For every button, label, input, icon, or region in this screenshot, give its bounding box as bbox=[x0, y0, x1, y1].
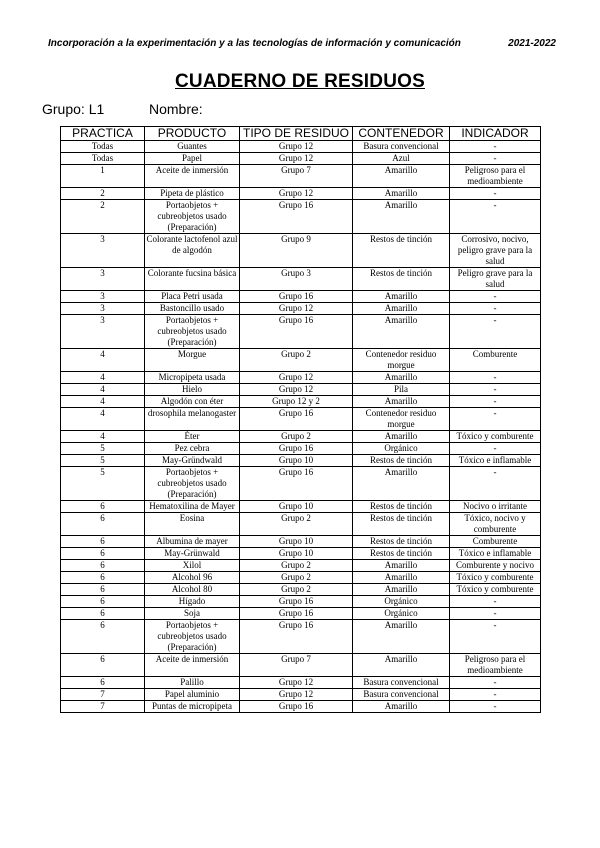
table-row bbox=[61, 396, 541, 408]
table-row bbox=[61, 677, 541, 689]
cell-indicador: Corrosivo, nocivo, peligro grave para la salud bbox=[450, 234, 541, 268]
cell-tipo-residuo: Grupo 7 bbox=[240, 654, 353, 677]
cell-indicador: Comburente y nocivo bbox=[450, 560, 541, 572]
cell-producto: Éter bbox=[145, 431, 240, 443]
cell-practica: 4 bbox=[61, 408, 145, 431]
table-row bbox=[61, 268, 541, 291]
cell-tipo-residuo: Grupo 10 bbox=[240, 536, 353, 548]
cell-tipo-residuo: Grupo 2 bbox=[240, 513, 353, 536]
cell-practica: 4 bbox=[61, 384, 145, 396]
cell-producto: Albumina de mayer bbox=[145, 536, 240, 548]
table-row bbox=[61, 620, 541, 654]
cell-contenedor: Amarillo bbox=[353, 431, 450, 443]
cell-producto: Hielo bbox=[145, 384, 240, 396]
cell-tipo-residuo: Grupo 16 bbox=[240, 608, 353, 620]
cell-producto: Pipeta de plástico bbox=[145, 188, 240, 200]
cell-contenedor: Amarillo bbox=[353, 654, 450, 677]
cell-producto: Puntas de micropipeta bbox=[145, 701, 240, 713]
cell-tipo-residuo: Grupo 2 bbox=[240, 572, 353, 584]
cell-indicador: - bbox=[450, 315, 541, 349]
cell-contenedor: Basura convencional bbox=[353, 677, 450, 689]
cell-tipo-residuo: Grupo 16 bbox=[240, 620, 353, 654]
cell-practica: 4 bbox=[61, 431, 145, 443]
table-row bbox=[61, 188, 541, 200]
cell-indicador: - bbox=[450, 467, 541, 501]
cell-producto: Hematoxilina de Mayer bbox=[145, 501, 240, 513]
cell-contenedor: Pila bbox=[353, 384, 450, 396]
cell-indicador: - bbox=[450, 396, 541, 408]
cell-contenedor: Amarillo bbox=[353, 584, 450, 596]
course-title: Incorporación a la experimentación y a las tecnologías de información y comunicación bbox=[48, 38, 461, 49]
cell-producto: May-Gründwald bbox=[145, 455, 240, 467]
cell-producto: Portaobjetos + cubreobjetos usado (Preparación) bbox=[145, 467, 240, 501]
cell-contenedor: Amarillo bbox=[353, 291, 450, 303]
cell-practica: 4 bbox=[61, 349, 145, 372]
cell-indicador: - bbox=[450, 141, 541, 153]
cell-indicador: - bbox=[450, 443, 541, 455]
cell-practica: 7 bbox=[61, 689, 145, 701]
cell-indicador: Tóxico, nocivo y comburente bbox=[450, 513, 541, 536]
cell-contenedor: Restos de tinción bbox=[353, 234, 450, 268]
table-row bbox=[61, 431, 541, 443]
cell-producto: Micropipeta usada bbox=[145, 372, 240, 384]
cell-practica: 6 bbox=[61, 536, 145, 548]
cell-tipo-residuo: Grupo 2 bbox=[240, 560, 353, 572]
cell-practica: 3 bbox=[61, 315, 145, 349]
cell-producto: Placa Petri usada bbox=[145, 291, 240, 303]
table-header-row bbox=[61, 127, 541, 141]
cell-indicador: Peligroso para el medioambiente bbox=[450, 165, 541, 188]
cell-tipo-residuo: Grupo 16 bbox=[240, 200, 353, 234]
cell-producto: May-Grünwald bbox=[145, 548, 240, 560]
cell-contenedor: Orgánico bbox=[353, 443, 450, 455]
cell-contenedor: Azul bbox=[353, 153, 450, 165]
table-row bbox=[61, 153, 541, 165]
cell-practica: 5 bbox=[61, 467, 145, 501]
cell-producto: Colorante lactofenol azul de algodón bbox=[145, 234, 240, 268]
cell-tipo-residuo: Grupo 12 bbox=[240, 188, 353, 200]
table-row bbox=[61, 536, 541, 548]
cell-indicador: - bbox=[450, 372, 541, 384]
cell-indicador: - bbox=[450, 303, 541, 315]
cell-producto: Aceite de inmersión bbox=[145, 654, 240, 677]
cell-contenedor: Orgánico bbox=[353, 608, 450, 620]
table-row bbox=[61, 372, 541, 384]
cell-practica: 3 bbox=[61, 268, 145, 291]
table-row bbox=[61, 548, 541, 560]
cell-producto: Palillo bbox=[145, 677, 240, 689]
cell-indicador: - bbox=[450, 608, 541, 620]
column-header-practica: PRACTICA bbox=[61, 127, 145, 141]
cell-indicador: Tóxico y comburente bbox=[450, 572, 541, 584]
cell-practica: 3 bbox=[61, 234, 145, 268]
cell-contenedor: Amarillo bbox=[353, 165, 450, 188]
table-row bbox=[61, 584, 541, 596]
cell-producto: Soja bbox=[145, 608, 240, 620]
cell-indicador: Comburente bbox=[450, 536, 541, 548]
cell-producto: Papel bbox=[145, 153, 240, 165]
cell-producto: Hígado bbox=[145, 596, 240, 608]
cell-practica: 5 bbox=[61, 455, 145, 467]
cell-tipo-residuo: Grupo 2 bbox=[240, 431, 353, 443]
table-row bbox=[61, 572, 541, 584]
cell-contenedor: Amarillo bbox=[353, 396, 450, 408]
cell-contenedor: Contenedor residuo morgue bbox=[353, 408, 450, 431]
cell-indicador: Tóxico y comburente bbox=[450, 584, 541, 596]
cell-contenedor: Restos de tinción bbox=[353, 455, 450, 467]
cell-indicador: - bbox=[450, 200, 541, 234]
cell-tipo-residuo: Grupo 16 bbox=[240, 701, 353, 713]
cell-producto: Morgue bbox=[145, 349, 240, 372]
cell-practica: 6 bbox=[61, 608, 145, 620]
cell-tipo-residuo: Grupo 12 bbox=[240, 141, 353, 153]
cell-contenedor: Basura convencional bbox=[353, 141, 450, 153]
cell-indicador: Peligroso para el medioambiente bbox=[450, 654, 541, 677]
cell-indicador: Comburente bbox=[450, 349, 541, 372]
column-header-tipo-residuo: TIPO DE RESIDUO bbox=[240, 127, 353, 141]
table-row bbox=[61, 443, 541, 455]
cell-practica: 7 bbox=[61, 701, 145, 713]
table-row bbox=[61, 501, 541, 513]
cell-tipo-residuo: Grupo 2 bbox=[240, 584, 353, 596]
cell-producto: Papel aluminio bbox=[145, 689, 240, 701]
cell-practica: 6 bbox=[61, 584, 145, 596]
cell-tipo-residuo: Grupo 9 bbox=[240, 234, 353, 268]
table-row bbox=[61, 141, 541, 153]
cell-producto: Alcohol 80 bbox=[145, 584, 240, 596]
cell-tipo-residuo: Grupo 12 bbox=[240, 689, 353, 701]
cell-tipo-residuo: Grupo 16 bbox=[240, 408, 353, 431]
cell-practica: 6 bbox=[61, 596, 145, 608]
cell-indicador: - bbox=[450, 291, 541, 303]
cell-practica: 6 bbox=[61, 548, 145, 560]
table-row bbox=[61, 165, 541, 188]
cell-contenedor: Amarillo bbox=[353, 560, 450, 572]
table-row bbox=[61, 455, 541, 467]
form-fields bbox=[42, 101, 203, 117]
cell-producto: Aceite de inmersión bbox=[145, 165, 240, 188]
cell-producto: Xilol bbox=[145, 560, 240, 572]
cell-indicador: - bbox=[450, 677, 541, 689]
cell-tipo-residuo: Grupo 12 bbox=[240, 372, 353, 384]
table-row bbox=[61, 654, 541, 677]
cell-contenedor: Orgánico bbox=[353, 596, 450, 608]
cell-practica: Todas bbox=[61, 141, 145, 153]
cell-tipo-residuo: Grupo 12 bbox=[240, 384, 353, 396]
cell-practica: 3 bbox=[61, 303, 145, 315]
cell-contenedor: Restos de tinción bbox=[353, 513, 450, 536]
cell-producto: Algodón con éter bbox=[145, 396, 240, 408]
cell-indicador: - bbox=[450, 384, 541, 396]
cell-tipo-residuo: Grupo 12 bbox=[240, 153, 353, 165]
cell-indicador: - bbox=[450, 188, 541, 200]
table-row bbox=[61, 408, 541, 431]
cell-indicador: Tóxico y comburente bbox=[450, 431, 541, 443]
cell-producto: Portaobjetos + cubreobjetos usado (Preparación) bbox=[145, 200, 240, 234]
cell-tipo-residuo: Grupo 16 bbox=[240, 467, 353, 501]
table-row bbox=[61, 234, 541, 268]
table-row bbox=[61, 384, 541, 396]
nombre-label: Nombre: bbox=[149, 101, 203, 117]
cell-contenedor: Amarillo bbox=[353, 572, 450, 584]
cell-tipo-residuo: Grupo 16 bbox=[240, 443, 353, 455]
cell-contenedor: Amarillo bbox=[353, 200, 450, 234]
cell-contenedor: Amarillo bbox=[353, 620, 450, 654]
cell-tipo-residuo: Grupo 12 bbox=[240, 303, 353, 315]
cell-practica: 5 bbox=[61, 443, 145, 455]
cell-indicador: Tóxico e inflamable bbox=[450, 548, 541, 560]
cell-practica: 6 bbox=[61, 654, 145, 677]
cell-indicador: - bbox=[450, 620, 541, 654]
cell-practica: Todas bbox=[61, 153, 145, 165]
cell-contenedor: Restos de tinción bbox=[353, 501, 450, 513]
table-row bbox=[61, 513, 541, 536]
cell-tipo-residuo: Grupo 7 bbox=[240, 165, 353, 188]
cell-tipo-residuo: Grupo 12 y 2 bbox=[240, 396, 353, 408]
cell-producto: Portaobjetos + cubreobjetos usado (Preparación) bbox=[145, 620, 240, 654]
waste-table bbox=[60, 126, 541, 713]
table-row bbox=[61, 560, 541, 572]
cell-practica: 6 bbox=[61, 513, 145, 536]
cell-producto: Colorante fucsina básica bbox=[145, 268, 240, 291]
cell-producto: Eosina bbox=[145, 513, 240, 536]
table-body bbox=[61, 141, 541, 713]
cell-contenedor: Amarillo bbox=[353, 467, 450, 501]
cell-indicador: Peligro grave para la salud bbox=[450, 268, 541, 291]
cell-tipo-residuo: Grupo 10 bbox=[240, 548, 353, 560]
cell-producto: Guantes bbox=[145, 141, 240, 153]
cell-producto: Bastoncillo usado bbox=[145, 303, 240, 315]
cell-tipo-residuo: Grupo 12 bbox=[240, 677, 353, 689]
cell-contenedor: Amarillo bbox=[353, 315, 450, 349]
cell-contenedor: Restos de tinción bbox=[353, 268, 450, 291]
cell-contenedor: Restos de tinción bbox=[353, 536, 450, 548]
cell-indicador: - bbox=[450, 153, 541, 165]
column-header-indicador: INDICADOR bbox=[450, 127, 541, 141]
cell-indicador: - bbox=[450, 701, 541, 713]
cell-tipo-residuo: Grupo 16 bbox=[240, 315, 353, 349]
cell-tipo-residuo: Grupo 2 bbox=[240, 349, 353, 372]
cell-tipo-residuo: Grupo 16 bbox=[240, 291, 353, 303]
table-row bbox=[61, 200, 541, 234]
table-row bbox=[61, 701, 541, 713]
cell-practica: 6 bbox=[61, 501, 145, 513]
table-row bbox=[61, 315, 541, 349]
cell-contenedor: Amarillo bbox=[353, 188, 450, 200]
cell-contenedor: Amarillo bbox=[353, 701, 450, 713]
cell-practica: 4 bbox=[61, 396, 145, 408]
cell-practica: 3 bbox=[61, 291, 145, 303]
cell-tipo-residuo: Grupo 10 bbox=[240, 455, 353, 467]
grupo-label: Grupo: L1 bbox=[42, 101, 105, 117]
cell-producto: Pez cebra bbox=[145, 443, 240, 455]
cell-tipo-residuo: Grupo 3 bbox=[240, 268, 353, 291]
academic-year: 2021-2022 bbox=[508, 38, 556, 49]
cell-practica: 6 bbox=[61, 677, 145, 689]
table-row bbox=[61, 467, 541, 501]
cell-practica: 1 bbox=[61, 165, 145, 188]
cell-contenedor: Basura convencional bbox=[353, 689, 450, 701]
table-row bbox=[61, 608, 541, 620]
cell-practica: 6 bbox=[61, 572, 145, 584]
cell-indicador: Nocivo o irritante bbox=[450, 501, 541, 513]
cell-producto: drosophila melanogaster bbox=[145, 408, 240, 431]
table-row bbox=[61, 291, 541, 303]
cell-indicador: - bbox=[450, 689, 541, 701]
table-row bbox=[61, 596, 541, 608]
cell-indicador: - bbox=[450, 596, 541, 608]
table-row bbox=[61, 349, 541, 372]
table-row bbox=[61, 303, 541, 315]
cell-practica: 6 bbox=[61, 560, 145, 572]
column-header-producto: PRODUCTO bbox=[145, 127, 240, 141]
cell-contenedor: Amarillo bbox=[353, 303, 450, 315]
cell-indicador: Tóxico e inflamable bbox=[450, 455, 541, 467]
table-row bbox=[61, 689, 541, 701]
page-title: CUADERNO DE RESIDUOS bbox=[175, 71, 425, 92]
cell-practica: 4 bbox=[61, 372, 145, 384]
page-header bbox=[48, 38, 556, 49]
cell-tipo-residuo: Grupo 10 bbox=[240, 501, 353, 513]
column-header-contenedor: CONTENEDOR bbox=[353, 127, 450, 141]
cell-indicador: - bbox=[450, 408, 541, 431]
cell-producto: Portaobjetos + cubreobjetos usado (Preparación) bbox=[145, 315, 240, 349]
cell-practica: 2 bbox=[61, 200, 145, 234]
cell-contenedor: Amarillo bbox=[353, 372, 450, 384]
cell-contenedor: Restos de tinción bbox=[353, 548, 450, 560]
cell-practica: 2 bbox=[61, 188, 145, 200]
cell-producto: Alcohol 96 bbox=[145, 572, 240, 584]
cell-tipo-residuo: Grupo 16 bbox=[240, 596, 353, 608]
cell-contenedor: Contenedor residuo morgue bbox=[353, 349, 450, 372]
cell-practica: 6 bbox=[61, 620, 145, 654]
